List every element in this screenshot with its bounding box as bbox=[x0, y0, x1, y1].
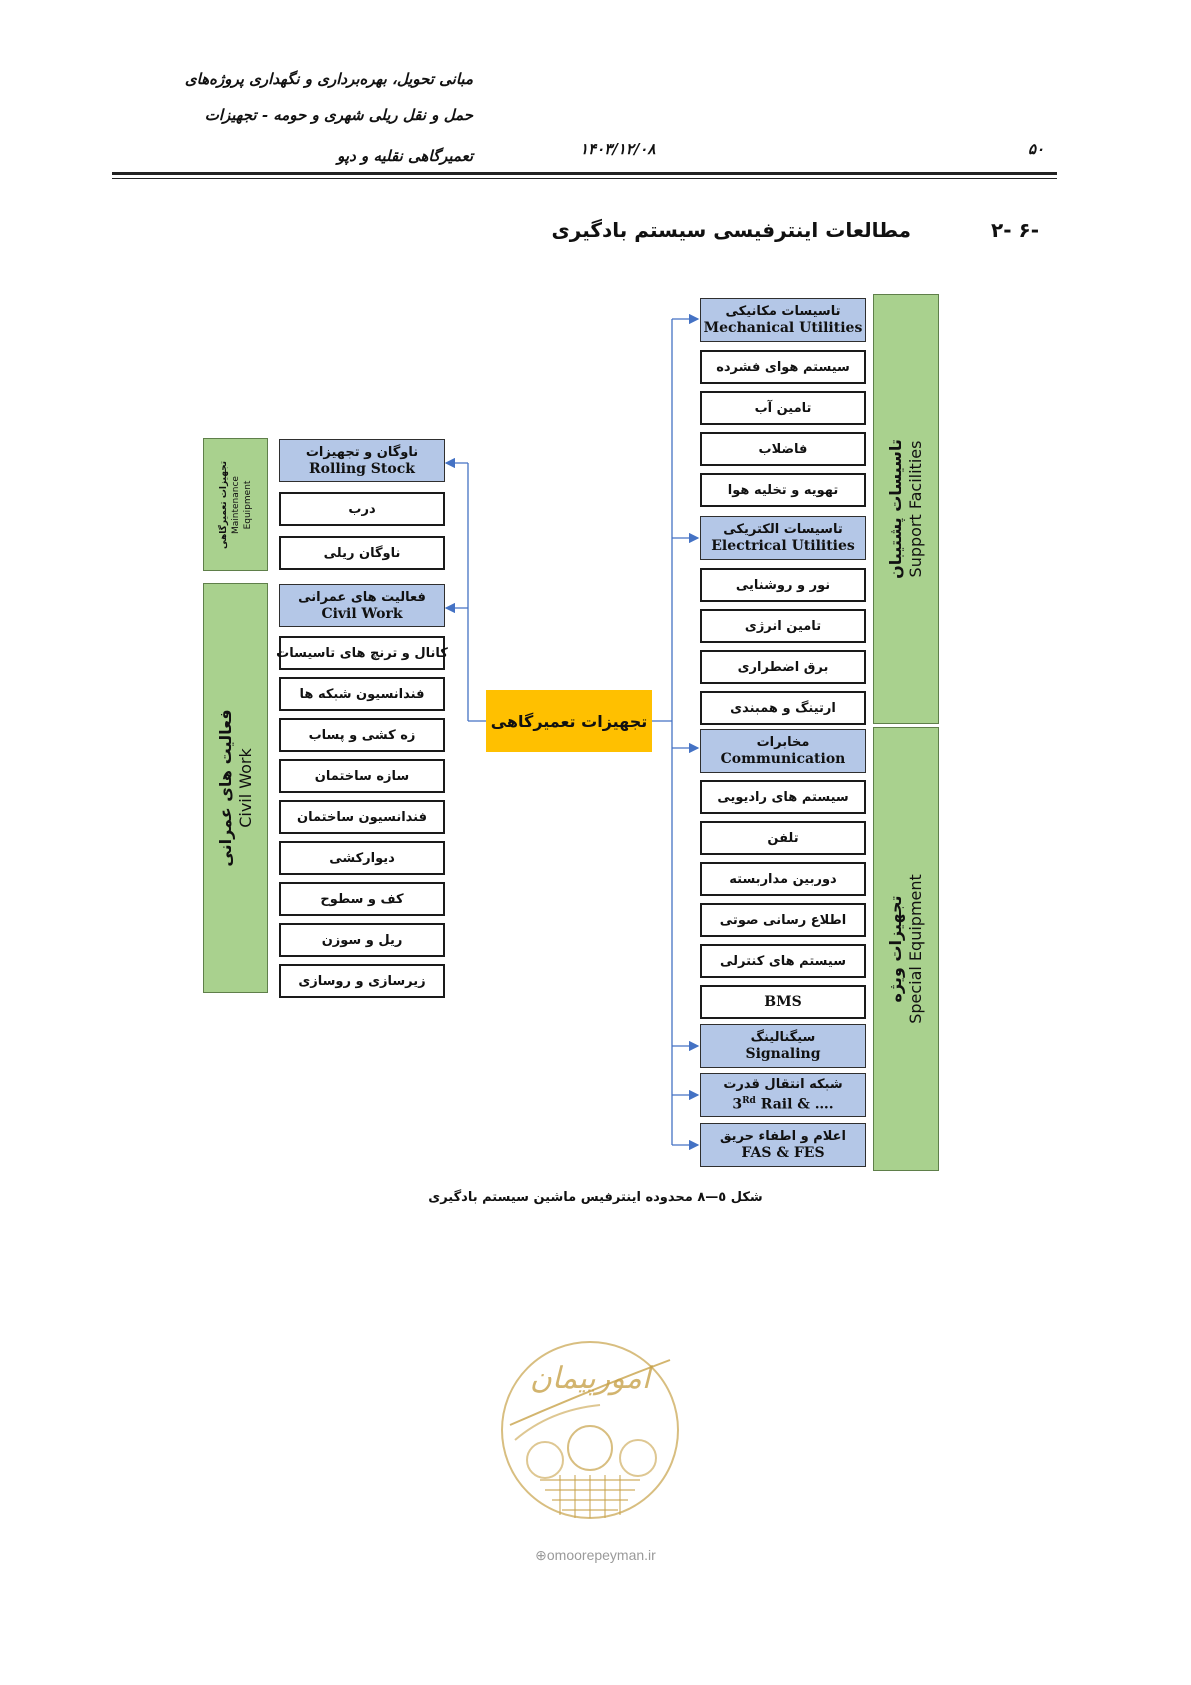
section-number: ۲- ۶- bbox=[991, 218, 1039, 242]
box-label-fa: سیگنالینگ bbox=[750, 1030, 816, 1045]
box-label: زیرسازی و روسازی bbox=[298, 973, 426, 989]
box-label-en-post: Rail & …. bbox=[755, 1096, 834, 1113]
box-label: تامین انرژی bbox=[744, 618, 822, 634]
box-label-en: Mechanical Utilities bbox=[703, 320, 863, 336]
box-label: فندانسیون شبکه ها bbox=[299, 686, 425, 702]
box-item bbox=[279, 759, 445, 793]
group-label-fa: تجهیزات ویژه bbox=[886, 895, 905, 1003]
group-label-en: Maintenance bbox=[230, 475, 241, 534]
box-item bbox=[279, 536, 445, 570]
header-line-1: مبانی تحویل، بهره‌برداری و نگهداری پروژه‌های bbox=[184, 70, 473, 88]
page-number: ۵۰ bbox=[1028, 140, 1045, 158]
box-item bbox=[700, 862, 866, 896]
header-line-2: حمل و نقل ریلی شهری و حومه - تجهیزات bbox=[204, 106, 473, 124]
group-bar-support-facilities bbox=[873, 294, 939, 724]
group-label-en: Support Facilities bbox=[906, 440, 925, 578]
box-label: اطلاع رسانی صوتی bbox=[719, 912, 847, 928]
box-label: فاضلاب bbox=[758, 441, 808, 457]
box-item bbox=[700, 391, 866, 425]
box-label-en bbox=[732, 1093, 833, 1114]
box-label-fa: اعلام و اطفاء حریق bbox=[719, 1129, 847, 1144]
box-item bbox=[700, 350, 866, 384]
box-item bbox=[700, 568, 866, 602]
box-label: نور و روشنایی bbox=[735, 577, 831, 593]
box-item bbox=[276, 636, 448, 670]
box-item bbox=[700, 473, 866, 507]
group-label-fa: تاسیسات پشتیبان bbox=[886, 439, 905, 579]
box-label-fa: مخابرات bbox=[756, 735, 810, 750]
box-label: سیستم های رادیویی bbox=[717, 789, 849, 805]
box-label-en: Civil Work bbox=[321, 605, 403, 622]
box-label: درب bbox=[348, 501, 376, 517]
center-label: تجهیزات تعمیرگاهی bbox=[490, 711, 648, 731]
box-label: ریل و سوزن bbox=[321, 932, 403, 948]
box-label-fa: ناوگان و تجهیزات bbox=[305, 444, 419, 460]
box-item bbox=[279, 923, 445, 957]
box-label-en: Communication bbox=[720, 751, 846, 767]
box-label-en: FAS & FES bbox=[741, 1145, 825, 1161]
box-label-en: Electrical Utilities bbox=[711, 538, 855, 554]
box-fire-alarm bbox=[700, 1123, 866, 1167]
box-label: تلفن bbox=[767, 830, 799, 846]
box-label: فندانسیون ساختمان bbox=[296, 809, 427, 825]
box-label: برق اضطراری bbox=[737, 659, 829, 675]
box-item bbox=[700, 780, 866, 814]
globe-icon: ⊕ bbox=[535, 1547, 547, 1563]
box-label: ارتینگ و همبندی bbox=[730, 700, 836, 716]
box-civil-work bbox=[279, 584, 445, 627]
box-label: سیستم های کنترلی bbox=[720, 953, 846, 969]
box-label-en: Signaling bbox=[745, 1046, 821, 1062]
box-label: سازه ساختمان bbox=[314, 768, 410, 784]
box-signaling bbox=[700, 1024, 866, 1068]
box-mechanical-utilities bbox=[700, 298, 866, 342]
box-label-en-sup: Rd bbox=[742, 1096, 756, 1107]
group-label-en: Special Equipment bbox=[906, 874, 925, 1024]
box-label: تهویه و تخلیه هوا bbox=[727, 482, 839, 498]
box-label-fa: فعالیت های عمرانی bbox=[298, 589, 426, 605]
box-item bbox=[279, 492, 445, 526]
center-box-maintenance-equipment bbox=[486, 690, 652, 752]
group-bar-maintenance-equipment bbox=[203, 438, 268, 571]
box-label: سیستم هوای فشرده bbox=[716, 359, 850, 375]
box-item bbox=[700, 985, 866, 1019]
group-bar-special-equipment bbox=[873, 727, 939, 1171]
box-item bbox=[700, 609, 866, 643]
box-item bbox=[700, 432, 866, 466]
box-label: کانال و ترنچ های تاسیسات bbox=[276, 645, 448, 661]
box-item bbox=[279, 800, 445, 834]
box-item bbox=[279, 677, 445, 711]
box-label-fa: تاسیسات الکتریکی bbox=[723, 522, 843, 537]
box-label: کف و سطوح bbox=[320, 891, 404, 907]
watermark-logo-text: امورپیمان bbox=[529, 1361, 651, 1396]
box-label: دیوارکشی bbox=[329, 850, 395, 866]
group-bar-civil-work bbox=[203, 583, 268, 993]
box-label: دوربین مداربسته bbox=[729, 871, 837, 887]
box-item bbox=[279, 841, 445, 875]
box-item bbox=[700, 903, 866, 937]
watermark-url bbox=[0, 1547, 1191, 1564]
box-electrical-utilities bbox=[700, 516, 866, 560]
box-item bbox=[700, 944, 866, 978]
box-communication bbox=[700, 729, 866, 773]
box-item bbox=[279, 882, 445, 916]
box-item bbox=[279, 964, 445, 998]
box-item bbox=[279, 718, 445, 752]
box-item bbox=[700, 691, 866, 725]
box-label-en: Rolling Stock bbox=[309, 460, 415, 477]
figure-caption: شکل ٥—٨ محدوده اینترفیس ماشین سیستم بادگیری bbox=[428, 1190, 763, 1205]
box-label-fa: شبکه انتقال قدرت bbox=[723, 1077, 843, 1093]
header-line-3: تعمیرگاهی نقلیه و دپو bbox=[337, 147, 473, 165]
watermark-url-text: omoorepeyman.ir bbox=[546, 1547, 656, 1563]
group-label-fa: فعالیت های عمرانی bbox=[215, 709, 235, 867]
group-label-en: Civil Work bbox=[235, 748, 255, 828]
box-3rd-rail bbox=[700, 1073, 866, 1117]
box-label: زه کشی و پساب bbox=[308, 727, 416, 743]
box-rolling-stock bbox=[279, 439, 445, 482]
section-title: مطالعات اینترفیسی سیستم بادگیری bbox=[551, 218, 911, 242]
box-item bbox=[700, 650, 866, 684]
group-label-en: Equipment bbox=[242, 480, 253, 529]
box-label: BMS bbox=[764, 993, 802, 1010]
header-date: ۱۴۰۳/۱۲/۰۸ bbox=[580, 140, 656, 158]
box-label-en-pre: 3 bbox=[732, 1096, 743, 1113]
box-item bbox=[700, 821, 866, 855]
box-label: ناوگان ریلی bbox=[323, 545, 401, 561]
box-label: تامین آب bbox=[754, 400, 812, 416]
box-label-fa: تاسیسات مکانیکی bbox=[725, 304, 841, 319]
group-label-fa: تجهیزات تعمیرگاهی bbox=[218, 460, 229, 549]
watermark-logo bbox=[490, 1330, 690, 1530]
